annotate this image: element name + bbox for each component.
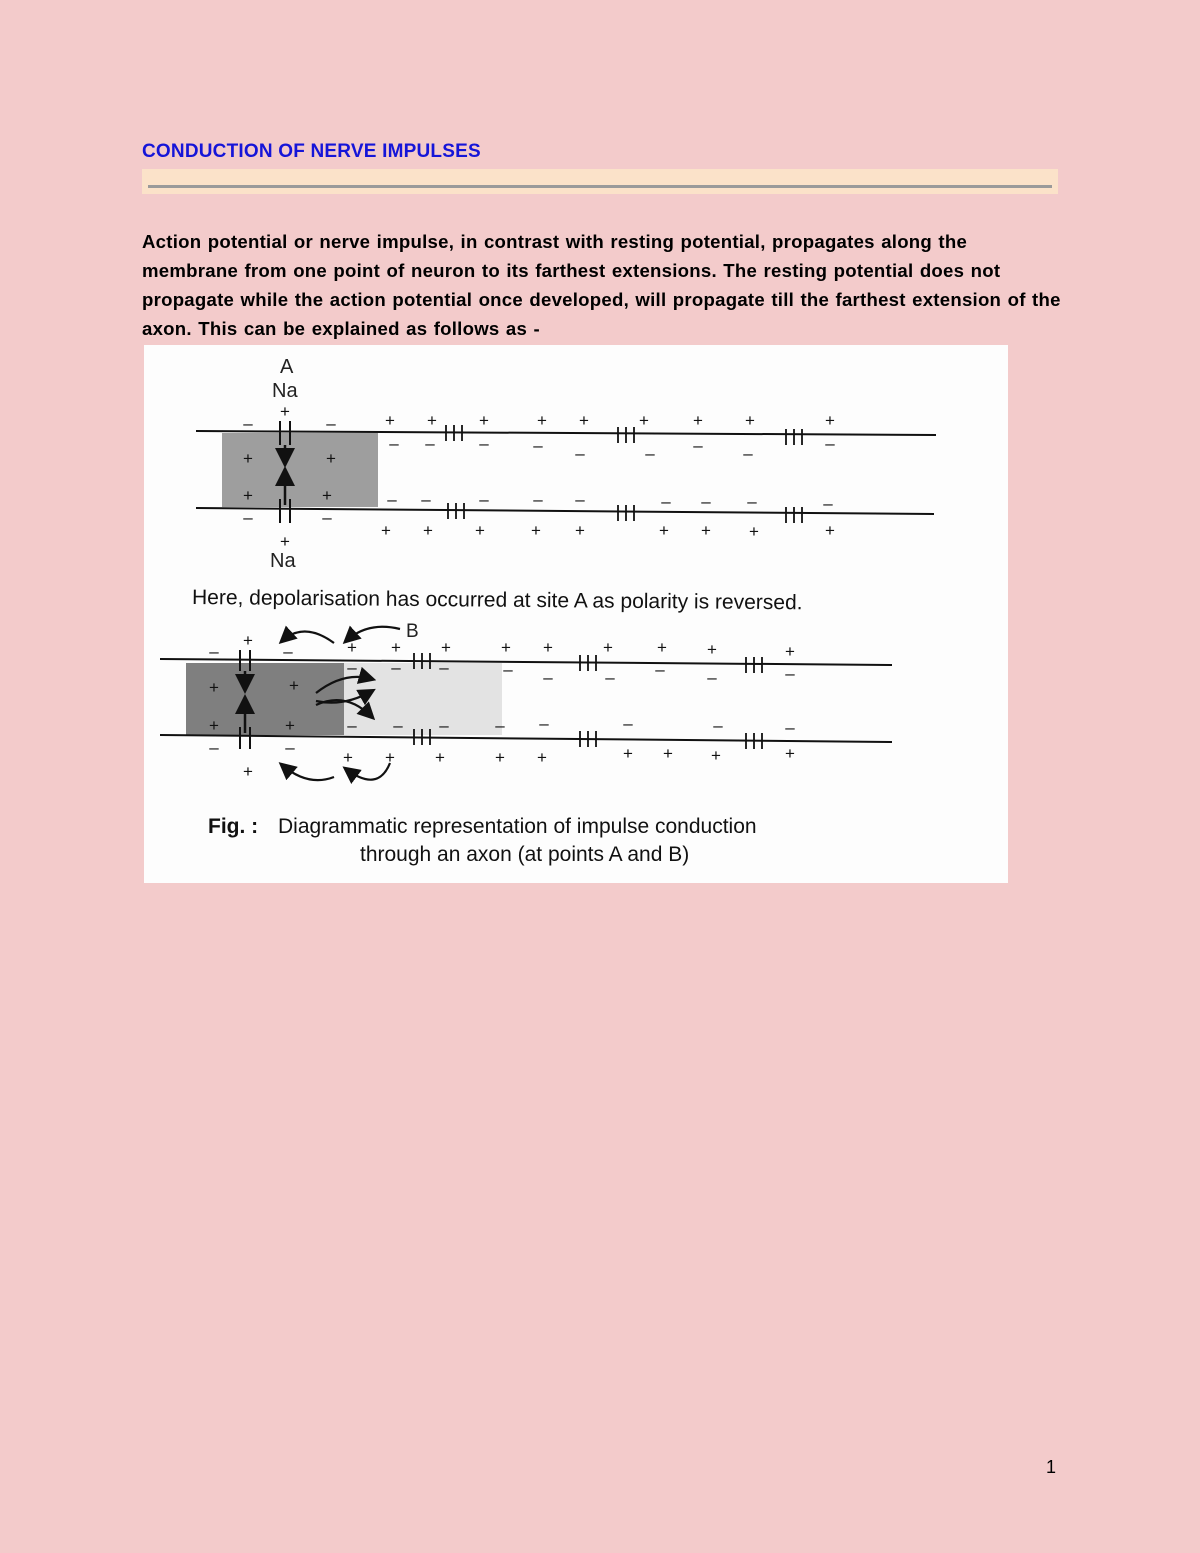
na-label-bottom: Na (270, 550, 296, 572)
svg-text:+: + (326, 449, 336, 468)
svg-text:+: + (285, 716, 295, 735)
svg-text:–: – (655, 660, 665, 679)
svg-text:–: – (533, 436, 543, 455)
svg-text:+: + (391, 638, 401, 657)
body-paragraph: Action potential or nerve impulse, in contrast with resting potential, propagates along the membrane from one point of neuron to its farthest extensions. The resting potential does not propagate while the action potential once developed, will propagate till the farthest extension of the axon. This can be explained as follows as - (142, 231, 1061, 339)
svg-text:–: – (533, 490, 543, 509)
heading-rule (142, 169, 1058, 194)
svg-text:+: + (289, 676, 299, 695)
svg-text:+: + (707, 640, 717, 659)
svg-text:–: – (575, 490, 585, 509)
svg-text:–: – (605, 668, 615, 687)
figure-caption-label: Fig. : (208, 815, 259, 838)
svg-text:–: – (322, 508, 332, 527)
svg-text:+: + (785, 744, 795, 763)
svg-text:–: – (387, 490, 397, 509)
svg-text:–: – (785, 664, 795, 683)
svg-text:–: – (243, 414, 253, 433)
svg-text:–: – (283, 642, 293, 661)
svg-text:+: + (495, 748, 505, 767)
label-b: B (406, 621, 419, 642)
svg-text:+: + (603, 638, 613, 657)
svg-text:+: + (745, 411, 755, 430)
label-a: A (280, 356, 294, 378)
svg-text:+: + (575, 521, 585, 540)
svg-text:–: – (347, 716, 357, 735)
svg-text:+: + (825, 521, 835, 540)
svg-text:+: + (659, 521, 669, 540)
svg-text:+: + (243, 449, 253, 468)
axon-membrane-lower-2 (160, 735, 892, 742)
svg-text:–: – (285, 738, 295, 757)
svg-text:–: – (439, 716, 449, 735)
svg-text:–: – (623, 714, 633, 733)
svg-text:+: + (537, 748, 547, 767)
figure-caption-line2: through an axon (at points A and B) (360, 843, 690, 866)
svg-text:+: + (479, 411, 489, 430)
svg-text:–: – (425, 434, 435, 453)
svg-text:+: + (639, 411, 649, 430)
svg-text:+: + (280, 532, 290, 551)
svg-text:+: + (693, 411, 703, 430)
svg-text:+: + (343, 748, 353, 767)
svg-text:–: – (693, 436, 703, 455)
figure-drawing (144, 345, 1008, 883)
svg-text:–: – (209, 738, 219, 757)
svg-text:+: + (441, 638, 451, 657)
svg-text:–: – (393, 716, 403, 735)
svg-text:+: + (711, 746, 721, 765)
svg-text:+: + (427, 411, 437, 430)
svg-text:–: – (209, 642, 219, 661)
svg-text:+: + (663, 744, 673, 763)
na-label-top: Na (272, 380, 298, 402)
svg-text:+: + (385, 748, 395, 767)
svg-text:+: + (749, 522, 759, 541)
svg-text:+: + (531, 521, 541, 540)
svg-text:–: – (243, 508, 253, 527)
svg-text:+: + (501, 638, 511, 657)
svg-text:+: + (785, 642, 795, 661)
svg-text:–: – (707, 668, 717, 687)
svg-text:+: + (435, 748, 445, 767)
svg-text:+: + (322, 486, 332, 505)
svg-text:–: – (747, 492, 757, 511)
svg-text:–: – (701, 492, 711, 511)
svg-text:+: + (209, 716, 219, 735)
svg-text:+: + (701, 521, 711, 540)
svg-text:+: + (385, 411, 395, 430)
svg-text:+: + (825, 411, 835, 430)
svg-text:+: + (347, 638, 357, 657)
svg-text:+: + (381, 521, 391, 540)
caption-top: Here, depolarisation has occurred at site A as polarity is reversed. (191, 586, 803, 615)
svg-text:+: + (209, 678, 219, 697)
svg-text:–: – (539, 714, 549, 733)
svg-text:+: + (243, 486, 253, 505)
svg-text:–: – (495, 716, 505, 735)
figure-caption-line1: Diagrammatic representation of impulse conduction (278, 815, 757, 838)
svg-text:–: – (389, 434, 399, 453)
svg-text:–: – (825, 434, 835, 453)
svg-text:–: – (785, 718, 795, 737)
axon-conduction-figure (144, 345, 1008, 883)
svg-text:+: + (623, 744, 633, 763)
svg-text:–: – (743, 444, 753, 463)
svg-text:–: – (347, 658, 357, 677)
svg-text:–: – (421, 490, 431, 509)
svg-text:+: + (657, 638, 667, 657)
spreading-region-b (344, 663, 502, 735)
svg-text:+: + (280, 402, 290, 421)
svg-text:–: – (823, 494, 833, 513)
svg-text:+: + (579, 411, 589, 430)
svg-text:+: + (243, 631, 253, 650)
svg-text:–: – (391, 658, 401, 677)
section-heading: CONDUCTION OF NERVE IMPULSES (142, 141, 481, 162)
svg-text:–: – (661, 492, 671, 511)
svg-text:+: + (243, 762, 253, 781)
svg-text:–: – (713, 716, 723, 735)
svg-text:–: – (326, 414, 336, 433)
divider-line (148, 185, 1052, 188)
svg-text:+: + (423, 521, 433, 540)
svg-text:+: + (537, 411, 547, 430)
svg-text:–: – (479, 434, 489, 453)
svg-text:+: + (475, 521, 485, 540)
svg-text:–: – (503, 660, 513, 679)
svg-text:–: – (479, 490, 489, 509)
svg-text:–: – (543, 668, 553, 687)
page-number: 1 (1046, 1457, 1057, 1477)
svg-text:–: – (575, 444, 585, 463)
svg-text:–: – (439, 658, 449, 677)
svg-text:+: + (543, 638, 553, 657)
svg-text:–: – (645, 444, 655, 463)
